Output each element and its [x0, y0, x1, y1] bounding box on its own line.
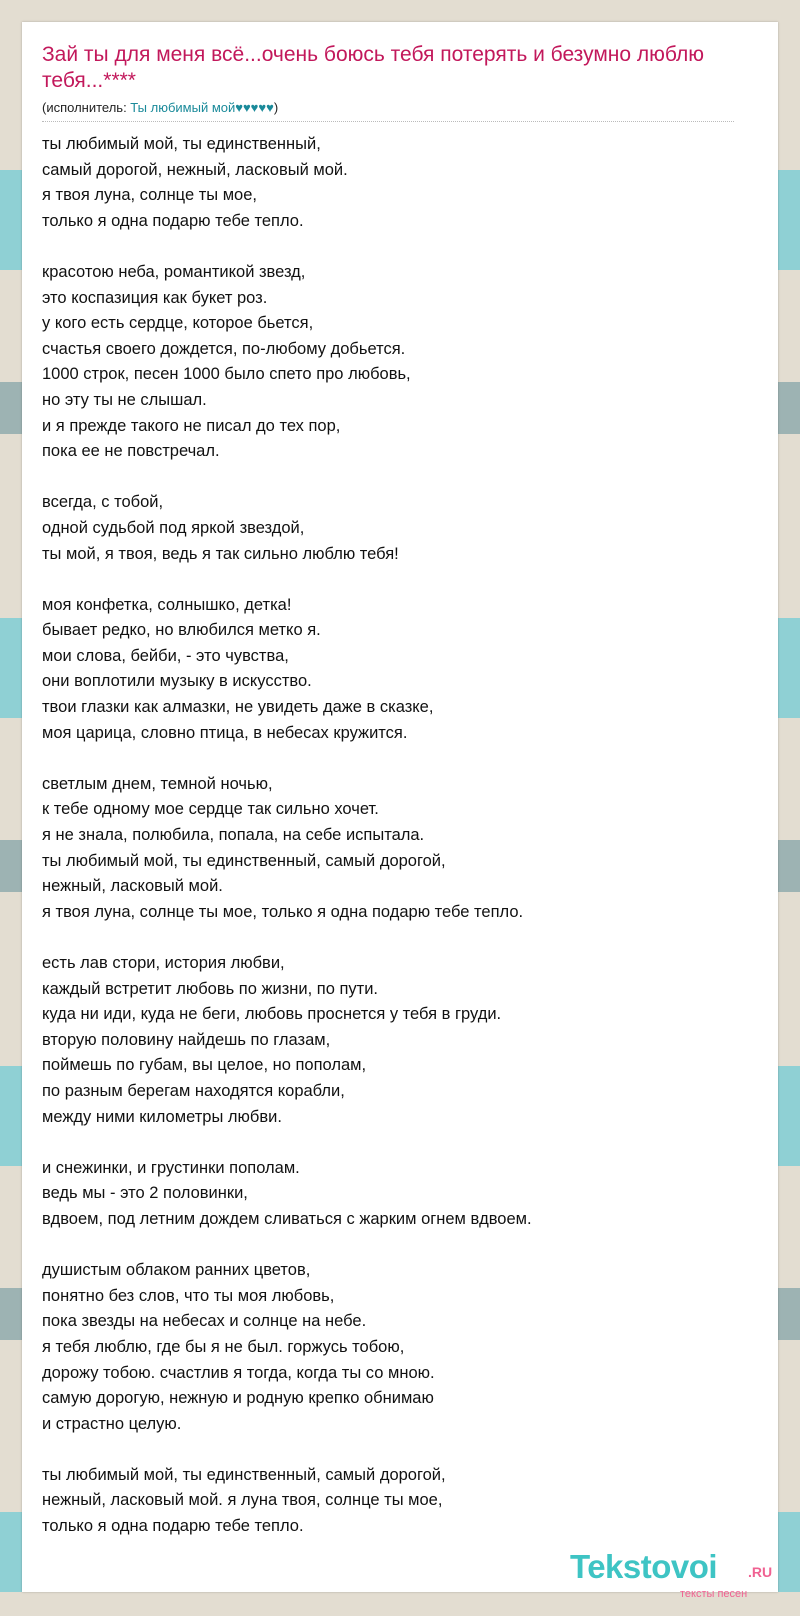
lyrics-line: самую дорогую, нежную и родную крепко обнимаю	[42, 1389, 434, 1408]
lyrics-card	[22, 22, 778, 1600]
lyrics-line: пока ее не повстречал.	[42, 442, 220, 461]
lyrics-line: по разным берегам находятся корабли,	[42, 1081, 345, 1100]
lyrics-line: светлым днем, темной ночью,	[42, 774, 273, 793]
lyrics-line: счастья своего дождется, по-любому добьется.	[42, 339, 406, 358]
lyrics-stanza	[42, 1258, 742, 1437]
lyrics-stanza	[42, 1156, 742, 1233]
lyrics-line: вторую половину найдешь по глазам,	[42, 1030, 331, 1049]
lyrics-line: ведь мы - это 2 половинки,	[42, 1184, 248, 1203]
lyrics-line: красотою неба, романтикой звезд,	[42, 262, 306, 281]
lyrics-line: есть лав стори, история любви,	[42, 954, 285, 972]
lyrics-text	[42, 132, 742, 1540]
lyrics-line: между ними километры любви.	[42, 1107, 282, 1126]
lyrics-stanza	[42, 260, 742, 465]
artist-suffix: )	[273, 100, 279, 115]
artist-prefix: (исполнитель:	[42, 100, 131, 115]
lyrics-line: я тебя люблю, где бы я не был. горжусь тобою,	[42, 1337, 405, 1356]
lyrics-line: нежный, ласковый мой.	[42, 877, 223, 896]
lyrics-line: бывает редко, но влюбился метко я.	[42, 621, 321, 640]
lyrics-line: мои слова, бейби, - это чувства,	[42, 646, 289, 665]
artist-link[interactable]: Ты любимый мой♥♥♥♥♥	[130, 100, 274, 115]
lyrics-line: ты мой, я твоя, ведь я так сильно люблю тебя!	[42, 544, 399, 563]
lyrics-line: я не знала, полюбила, попала, на себе испытала.	[42, 826, 425, 845]
lyrics-stanza	[42, 490, 742, 567]
lyrics-line: нежный, ласковый мой. я луна твоя, солнце ты мое,	[42, 1491, 443, 1510]
lyrics-line: всегда, с тобой,	[42, 493, 164, 512]
lyrics-line: вдвоем, под летним дождем сливаться с жарким огнем вдвоем.	[42, 1209, 532, 1228]
artist-line	[42, 100, 278, 115]
lyrics-line: понятно без слов, что ты моя любовь,	[42, 1286, 335, 1305]
lyrics-line: каждый встретит любовь по жизни, по пути.	[42, 979, 379, 998]
lyrics-line: у кого есть сердце, которое бьется,	[42, 314, 314, 333]
lyrics-line: душистым облаком ранних цветов,	[42, 1261, 311, 1280]
lyrics-line: твои глазки как алмазки, не увидеть даже в сказке,	[42, 698, 434, 717]
lyrics-stanza	[42, 593, 742, 747]
lyrics-line: только я одна подарю тебе тепло.	[42, 211, 304, 230]
lyrics-line: и снежинки, и грустинки пополам.	[42, 1158, 300, 1177]
lyrics-line: моя конфетка, солнышко, детка!	[42, 595, 292, 614]
lyrics-line: одной судьбой под яркой звездой,	[42, 518, 305, 537]
lyrics-line: только я одна подарю тебе тепло.	[42, 1517, 304, 1536]
lyrics-line: ты любимый мой, ты единственный,	[42, 135, 321, 153]
lyrics-line: самый дорогой, нежный, ласковый мой.	[42, 160, 348, 179]
site-logo[interactable]	[570, 1548, 780, 1608]
divider	[42, 121, 734, 122]
lyrics-line: это коспазиция как букет роз.	[42, 288, 268, 307]
lyrics-line: пока звезды на небесах и солнце на небе.	[42, 1312, 367, 1331]
lyrics-line: я твоя луна, солнце ты мое,	[42, 186, 257, 205]
lyrics-line: дорожу тобою. счастлив я тогда, когда ты со мною.	[42, 1363, 435, 1382]
lyrics-stanza	[42, 132, 742, 234]
lyrics-line: но эту ты не слышал.	[42, 390, 207, 409]
lyrics-line: моя царица, словно птица, в небесах кружится.	[42, 723, 408, 742]
lyrics-line: и страстно целую.	[42, 1414, 182, 1433]
logo-tagline: тексты песен	[680, 1588, 748, 1600]
lyrics-line: они воплотили музыку в искусство.	[42, 672, 312, 691]
lyrics-stanza	[42, 1463, 742, 1540]
lyrics-line: ты любимый мой, ты единственный, самый дорогой,	[42, 1465, 446, 1484]
lyrics-line: и я прежде такого не писал до тех пор,	[42, 416, 341, 435]
lyrics-line: поймешь по губам, вы целое, но пополам,	[42, 1056, 367, 1075]
lyrics-line: ты любимый мой, ты единственный, самый дорогой,	[42, 851, 446, 870]
lyrics-stanza	[42, 772, 742, 926]
lyrics-line: куда ни иди, куда не беги, любовь проснется у тебя в груди.	[42, 1005, 502, 1024]
logo-name: Tekstovoi	[570, 1548, 718, 1585]
song-title: Зай ты для меня всё...очень боюсь тебя потерять и безумно люблю тебя...****	[42, 43, 704, 92]
lyrics-line: 1000 строк, песен 1000 было спето про любовь,	[42, 365, 411, 384]
lyrics-stanza	[42, 951, 742, 1130]
logo-tld: .RU	[748, 1564, 773, 1580]
lyrics-line: к тебе одному мое сердце так сильно хочет.	[42, 800, 379, 819]
lyrics-line: я твоя луна, солнце ты мое, только я одна подарю тебе тепло.	[42, 902, 524, 921]
